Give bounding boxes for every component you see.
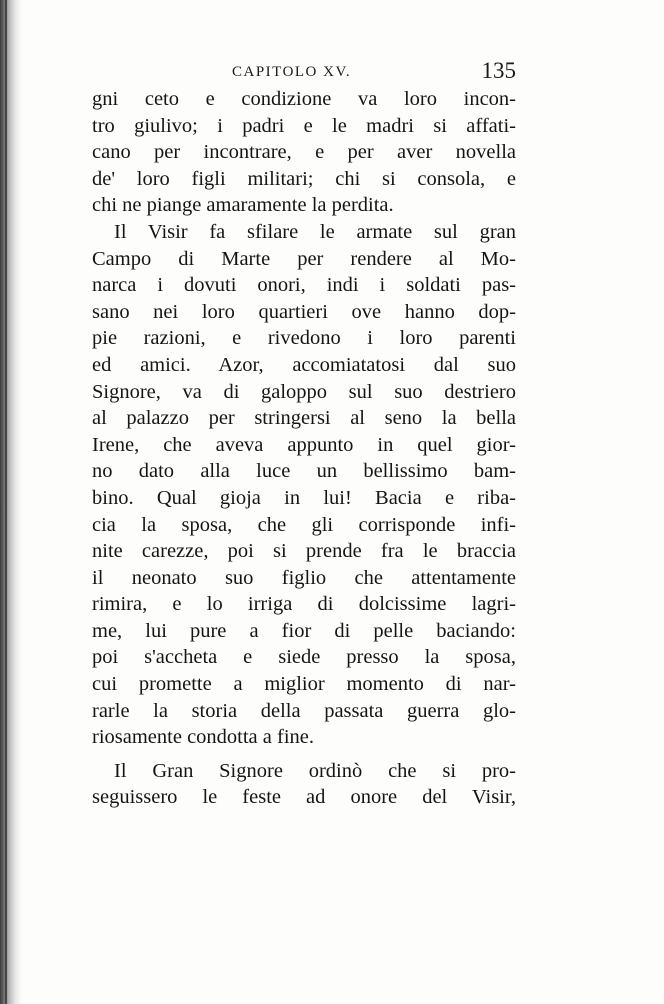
text-line: gni ceto e condizione va loro incon- [92,88,516,110]
paragraph-first-line: Il Gran Signore ordinò che si pro- [114,759,516,782]
running-head: CAPITOLO XV. [232,64,352,80]
page-binding-edge [0,0,22,1004]
text-line: no dato alla luce un bellissimo bam- [92,460,516,483]
text-line: riosamente condotta a fine. [92,726,314,749]
text-line: sano nei loro quartieri ove hanno dop- [92,300,516,323]
page-body-text [92,86,516,811]
text-line: me, lui pure a fior di pelle baciando: [92,619,516,642]
text-line: Campo di Marte per rendere al Mo- [92,247,516,270]
text-line: pie razioni, e rivedono i loro parenti [92,327,516,350]
text-line: poi s'accheta e siede presso la sposa, [92,646,516,669]
text-line: ed amici. Azor, accomiatatosi dal suo [92,353,516,376]
text-line: cia la sposa, che gli corrisponde infi- [92,513,516,536]
text-line: rarle la storia della passata guerra glo- [92,699,516,722]
page-header [92,58,516,88]
text-line: al palazzo per stringersi al seno la bella [92,407,516,430]
paragraph-first-line: Il Visir fa sfilare le armate sul gran [114,220,516,243]
text-line: Signore, va di galoppo sul suo destriero [92,380,516,403]
text-line: chi ne piange amaramente la perdita. [92,194,394,217]
text-line: cano per incontrare, e per aver novella [92,141,516,164]
paragraph-gap [92,751,516,758]
text-line: nite carezze, poi si prende fra le braccia [92,540,516,563]
text-line: narca i dovuti onori, indi i soldati pas- [92,274,516,297]
text-line: Irene, che aveva appunto in quel gior- [92,433,516,456]
page-number: 135 [481,58,516,83]
text-line: bino. Qual gioja in lui! Bacia e riba- [92,486,516,509]
text-line: cui promette a miglior momento di nar- [92,673,516,696]
text-line: de' loro figli militari; chi si consola, e [92,167,516,190]
text-line: rimira, e lo irriga di dolcissime lagri- [92,593,516,616]
text-line: il neonato suo figlio che attentamente [92,566,516,589]
binding-shadow-line [5,0,7,1004]
text-line: seguissero le feste ad onore del Visir, [92,786,516,809]
text-line: tro giulivo; i padri e le madri si affati- [92,114,516,137]
